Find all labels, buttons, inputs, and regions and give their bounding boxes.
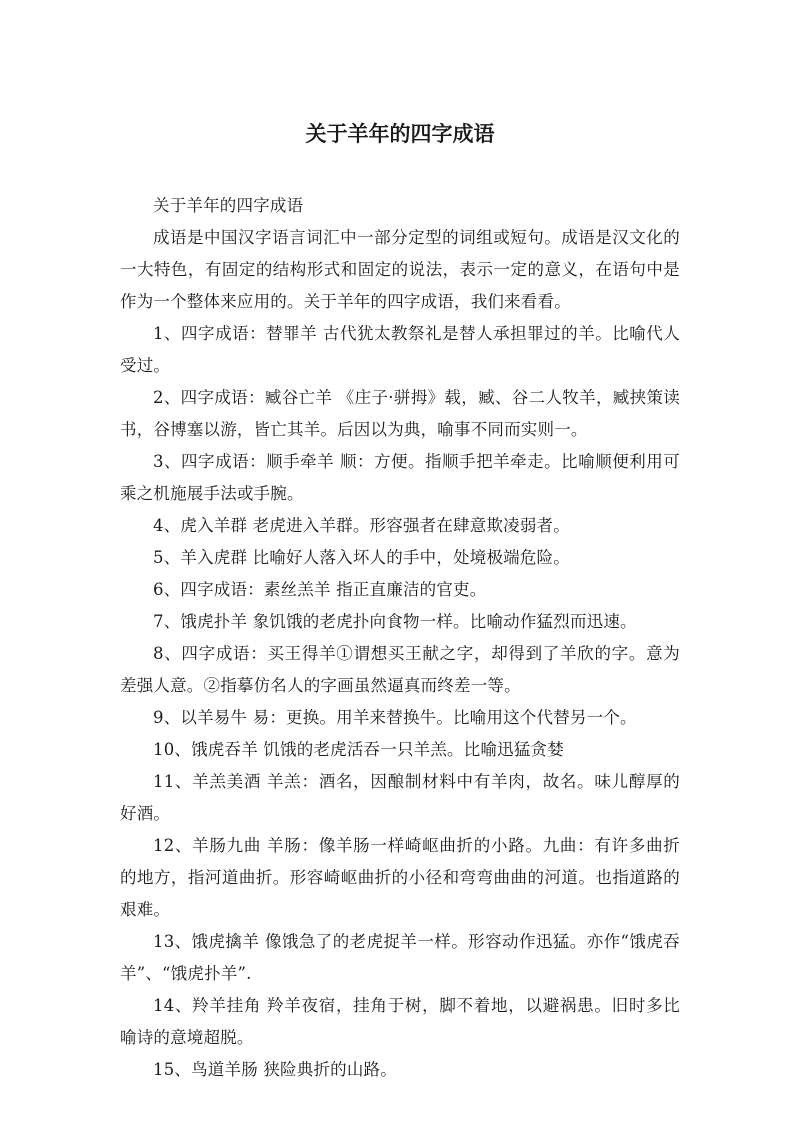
idiom-entry-4: 4、虎入羊群 老虎进入羊群。形容强者在肆意欺凌弱者。 bbox=[153, 516, 570, 535]
idiom-entry-7: 7、饿虎扑羊 象饥饿的老虎扑向食物一样。比喻动作猛烈而迅速。 bbox=[153, 612, 637, 631]
document-body bbox=[120, 190, 680, 1086]
idiom-entry-6: 6、四字成语：素丝羔羊 指正直廉洁的官吏。 bbox=[153, 580, 487, 599]
idiom-entry-5: 5、羊入虎群 比喻好人落入坏人的手中，处境极端危险。 bbox=[153, 548, 570, 567]
idiom-entry-1: 1、四字成语：替罪羊 古代犹太教祭礼是替人承担罪过的羊。比喻代人受过。 bbox=[120, 324, 680, 375]
section-heading: 关于羊年的四字成语 bbox=[153, 196, 304, 215]
idiom-entry-8: 8、四字成语：买王得羊①谓想买王献之字，却得到了羊欣的字。意为差强人意。②指摹仿名人的字画虽然逼真而终差一等。 bbox=[120, 644, 680, 695]
idiom-entry-11: 11、羊羔美酒 羊羔：酒名，因酿制材料中有羊肉，故名。味儿醇厚的好酒。 bbox=[120, 772, 680, 823]
idiom-entry-2: 2、四字成语：臧谷亡羊 《庄子·骈拇》载，臧、谷二人牧羊，臧挟策读书，谷博塞以游，皆亡其羊。后因以为典，喻事不同而实则一。 bbox=[120, 388, 680, 439]
idiom-entry-9: 9、以羊易牛 易：更换。用羊来替换牛。比喻用这个代替另一个。 bbox=[153, 708, 637, 727]
idiom-entry-15: 15、鸟道羊肠 狭险典折的山路。 bbox=[153, 1060, 397, 1079]
document-title: 关于羊年的四字成语 bbox=[305, 122, 495, 146]
idiom-entry-3: 3、四字成语：顺手牵羊 顺：方便。指顺手把羊牵走。比喻顺便利用可乘之机施展手法或手腕。 bbox=[120, 452, 680, 503]
intro-paragraph: 成语是中国汉字语言词汇中一部分定型的词组或短句。成语是汉文化的一大特色，有固定的结构形式和固定的说法，表示一定的意义，在语句中是作为一个整体来应用的。关于羊年的四字成语，我们来看看。 bbox=[120, 228, 680, 311]
idiom-entry-10: 10、饿虎吞羊 饥饿的老虎活吞一只羊羔。比喻迅猛贪婪 bbox=[153, 740, 564, 759]
idiom-entry-13: 13、饿虎擒羊 像饿急了的老虎捉羊一样。形容动作迅猛。亦作“饿虎吞羊”、“饿虎扑羊”. bbox=[120, 932, 680, 983]
idiom-entry-12: 12、羊肠九曲 羊肠：像羊肠一样崎岖曲折的小路。九曲：有许多曲折的地方，指河道曲折。形容崎岖曲折的小径和弯弯曲曲的河道。也指道路的艰难。 bbox=[120, 836, 680, 919]
idiom-entry-14: 14、羚羊挂角 羚羊夜宿，挂角于树，脚不着地，以避祸患。旧时多比喻诗的意境超脱。 bbox=[120, 996, 680, 1047]
